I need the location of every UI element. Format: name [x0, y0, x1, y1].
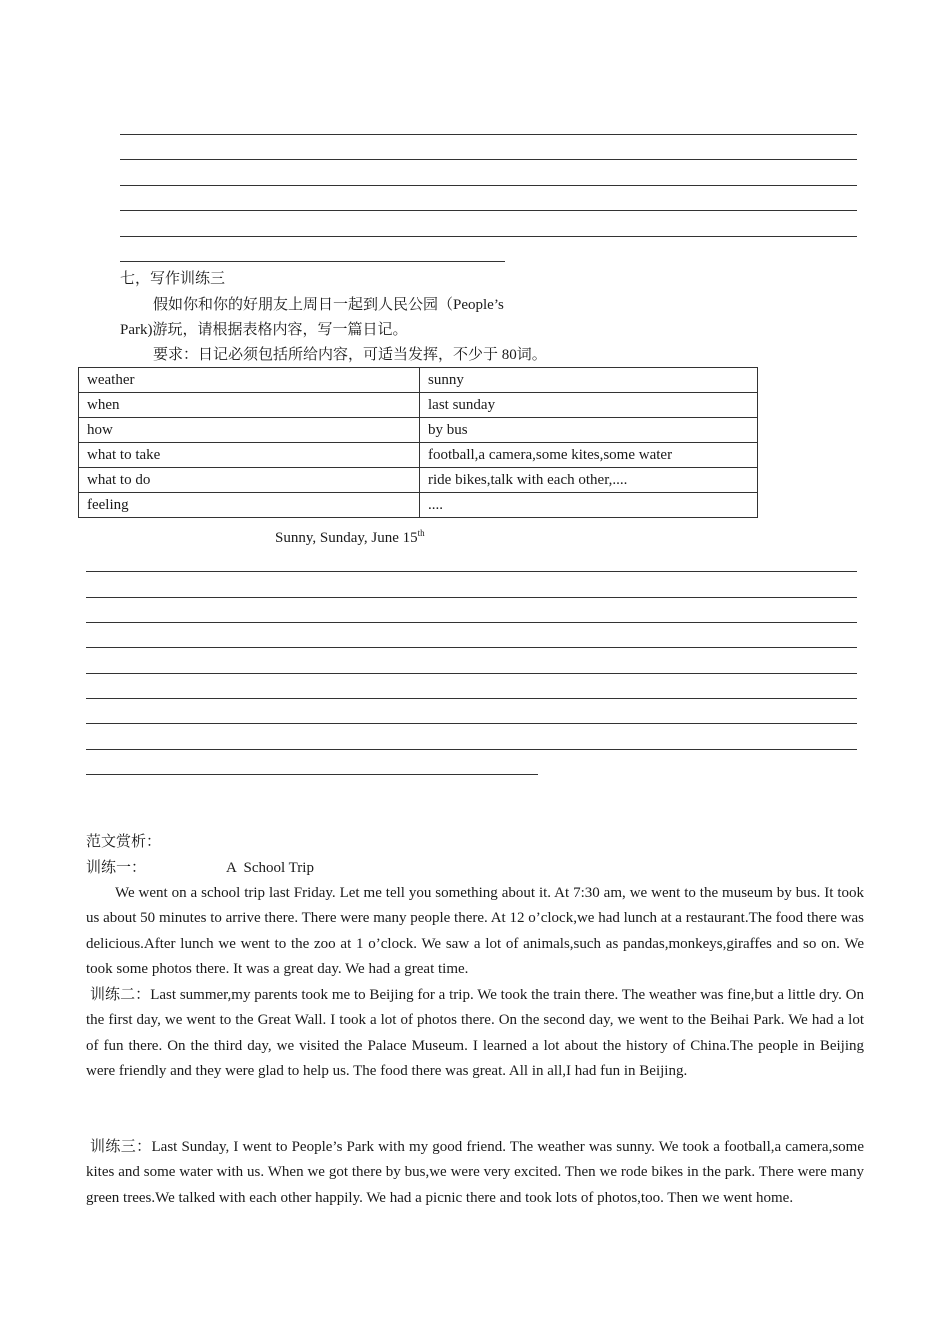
prompt-line-2: Park)游玩，请根据表格内容，写一篇日记。	[120, 322, 408, 338]
diary-date-suffix: th	[417, 528, 425, 538]
writing-line[interactable]	[86, 571, 857, 572]
table-label: when	[79, 393, 420, 418]
drill3-text	[86, 1135, 864, 1211]
diary-date	[275, 528, 425, 548]
writing-line[interactable]	[86, 723, 857, 724]
drill1-title: A School Trip	[226, 860, 314, 876]
writing-line[interactable]	[86, 749, 857, 750]
appreciation-title: 范文赏析：	[86, 834, 162, 850]
writing-line[interactable]	[86, 622, 857, 623]
drill2-label: 训练二：	[90, 987, 151, 1003]
table-row	[79, 493, 758, 518]
table-label: weather	[79, 368, 420, 393]
writing-line[interactable]	[120, 236, 857, 237]
writing-line[interactable]	[86, 698, 857, 699]
table-value: football,a camera,some kites,some water	[420, 443, 758, 468]
drill1-label: 训练一：	[86, 860, 147, 876]
drill2-body: Last summer,my parents took me to Beijing for a trip. We took the train there. The weather was fine,but a little dry. On the first day, we went to the Great Wall. I took a lot of photos there. On the second day, we went to the Beihai Park. We had a lot of fun there. On the third day, we visited the Palace Museum. I learned a lot about the history of China.The people in Beijing were friendly and they were glad to help us. The food there was great. All in all,I had fun in Beijing.	[86, 987, 864, 1080]
table-row	[79, 418, 758, 443]
table-label: what to take	[79, 443, 420, 468]
prompt-line-1: 假如你和你的好朋友上周日一起到人民公园（People’s	[153, 297, 504, 313]
table-value: sunny	[420, 368, 758, 393]
table-value: by bus	[420, 418, 758, 443]
drill3-label: 训练三：	[90, 1139, 152, 1155]
diary-date-text: Sunny, Sunday, June 15	[275, 530, 418, 546]
table-label: what to do	[79, 468, 420, 493]
drill1-body: We went on a school trip last Friday. Let me tell you something about it. At 7:30 am, we went to the museum by bus. It took us about 50 minutes to arrive there. There were many people there. At 12 o’clock,we had lunch at a restaurant.The food there was delicious.After lunch we went to the zoo at 1 o’clock. We saw a lot of animals,such as pandas,monkeys,giraffes and so on. We took some photos there. It was a great day. We had a great time.	[86, 885, 864, 978]
writing-line[interactable]	[120, 159, 857, 160]
drill3-body: Last Sunday, I went to People’s Park with my good friend. The weather was sunny. We took a football,a camera,some kites and some water with us. When we got there by bus,we were very excited. Then we rode bikes in the park. There were many green trees.We talked with each other happily. We had a picnic there and took lots of photos,too. Then we went home.	[86, 1139, 864, 1206]
writing-line[interactable]	[86, 774, 538, 775]
table-row	[79, 368, 758, 393]
section-title: 七，写作训练三	[120, 271, 226, 287]
writing-line[interactable]	[86, 673, 857, 674]
table-label: how	[79, 418, 420, 443]
table-row	[79, 468, 758, 493]
writing-line[interactable]	[86, 597, 857, 598]
writing-line[interactable]	[86, 647, 857, 648]
writing-line[interactable]	[120, 134, 857, 135]
table-label: feeling	[79, 493, 420, 518]
drill1-text	[86, 881, 864, 983]
requirement: 要求：日记必须包括所给内容，可适当发挥，不少于 80词。	[153, 347, 547, 363]
table-value: ride bikes,talk with each other,....	[420, 468, 758, 493]
info-table	[78, 367, 758, 518]
table-value: last sunday	[420, 393, 758, 418]
writing-line[interactable]	[120, 261, 505, 262]
table-row	[79, 393, 758, 418]
drill2-text	[86, 983, 864, 1085]
writing-line[interactable]	[120, 185, 857, 186]
table-value: ....	[420, 493, 758, 518]
writing-line[interactable]	[120, 210, 857, 211]
table-row	[79, 443, 758, 468]
